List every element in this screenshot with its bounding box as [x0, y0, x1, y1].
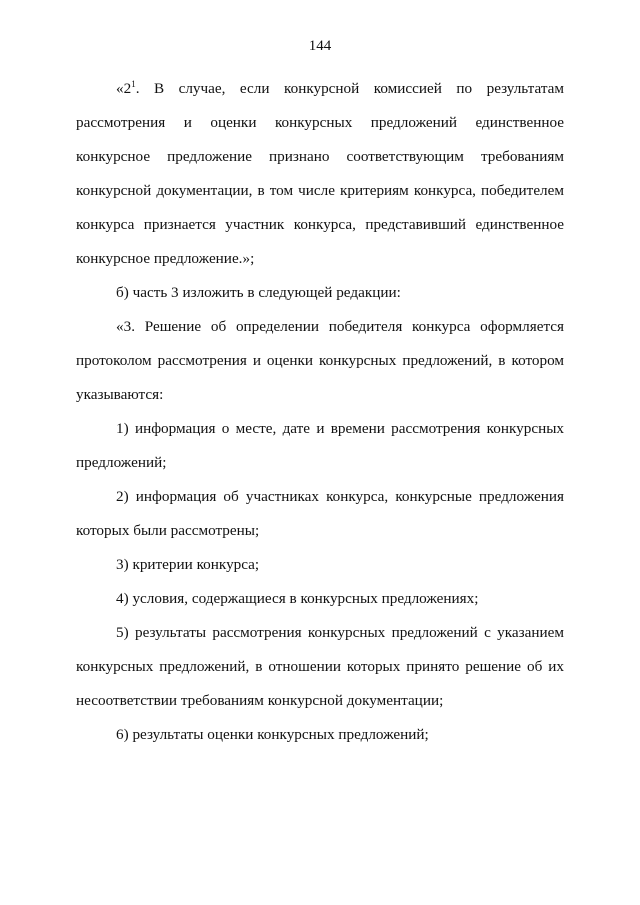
list-item-2: 2) информация об участниках конкурса, конкурсные предложения которых были рассмотрены;	[76, 488, 564, 539]
page-number: 144	[308, 38, 332, 54]
list-item-6: 6) результаты оценки конкурсных предложений;	[116, 726, 429, 743]
paragraph-2-1-text: . В случае, если конкурсной комиссией по результатам рассмотрения и оценки конкурсных предложений единственное конкурсное предложение признано соответствующим требованиям конкурсной документации, в том числе критериям конкурса, победителем конкурса признается участник конкурса, представивший единственное конкурсное предложение.»;	[76, 80, 564, 267]
paragraph-2-1-superscript: 1	[131, 79, 136, 89]
list-item-4: 4) условия, содержащиеся в конкурсных предложениях;	[116, 590, 479, 607]
list-item-5: 5) результаты рассмотрения конкурсных предложений с указанием конкурсных предложений, в отношении которых принято решение об их несоответствии требованиям конкурсной документации;	[76, 624, 564, 709]
paragraph-part-3-instruction: б) часть 3 изложить в следующей редакции:	[116, 284, 401, 301]
paragraph-2-1-prefix: «2	[116, 80, 132, 97]
paragraph-part-3-intro: «3. Решение об определении победителя конкурса оформляется протоколом рассмотрения и оценки конкурсных предложений, в котором указываются:	[76, 318, 564, 403]
document-body	[76, 72, 564, 752]
paragraph-2-1	[76, 72, 564, 276]
list-item-3: 3) критерии конкурса;	[116, 556, 260, 573]
list-item-1: 1) информация о месте, дате и времени рассмотрения конкурсных предложений;	[76, 420, 564, 471]
